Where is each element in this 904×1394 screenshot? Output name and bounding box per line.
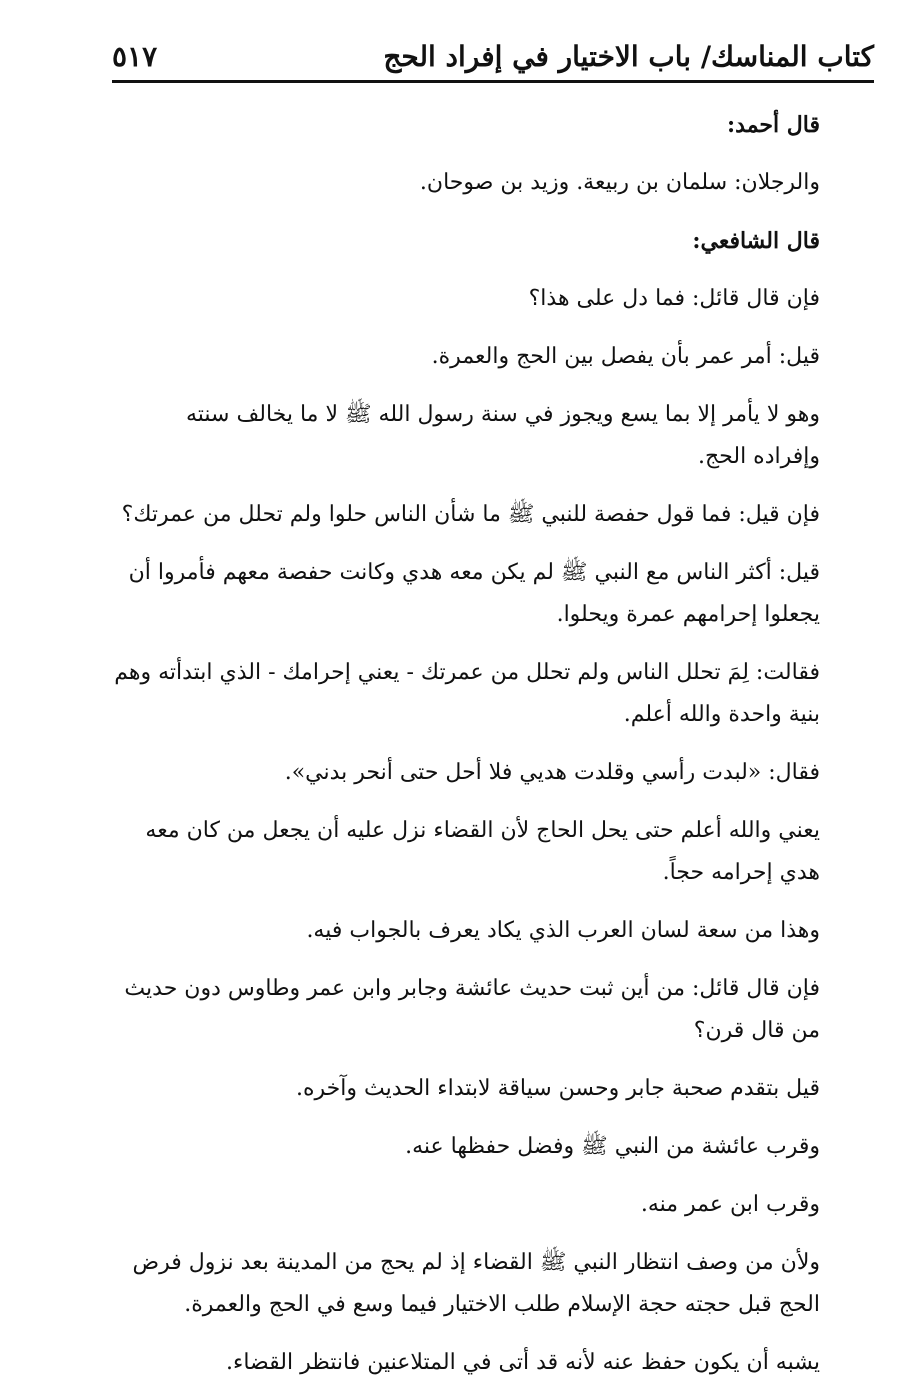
paragraph-7: فإن قيل: فما قول حفصة للنبي ﷺ ما شأن الناس حلوا ولم تحلل من عمرتك؟	[121, 502, 820, 527]
header-rule	[112, 80, 874, 83]
paragraph-2: والرجلان: سلمان بن ربيعة. وزيد بن صوحان.	[419, 170, 820, 195]
paragraph-14: قيل بتقدم صحبة جابر وحسن سياقة لابتداء الحديث وآخره.	[296, 1076, 820, 1101]
page-header	[112, 24, 874, 88]
paragraph-17: ولأن من وصف انتظار النبي ﷺ القضاء إذ لم يحج من المدينة بعد نزول فرض الحج قبل حجته حجة الإسلام طلب الاختيار فيما وسع في الحج والعمرة.	[132, 1250, 820, 1317]
paragraph-3: قال الشافعي:	[692, 228, 820, 254]
paragraph-16: وقرب ابن عمر منه.	[640, 1192, 820, 1217]
paragraph-6: وهو لا يأمر إلا بما يسع ويجوز في سنة رسول الله ﷺ لا ما يخالف سنته وإفراده الحج.	[185, 402, 820, 469]
paragraph-12: وهذا من سعة لسان العرب الذي يكاد يعرف بالجواب فيه.	[306, 918, 820, 943]
paragraph-5: قيل: أمر عمر بأن يفصل بين الحج والعمرة.	[431, 344, 820, 369]
paragraph-8: قيل: أكثر الناس مع النبي ﷺ لم يكن معه هدي وكانت حفصة معهم فأمروا أن يجعلوا إحرامهم عمرة ويحلوا.	[128, 560, 820, 627]
paragraph-10: فقال: «لبدت رأسي وقلدت هديي فلا أحل حتى أنحر بدني».	[284, 760, 820, 785]
page-content	[114, 104, 874, 1394]
paragraph-15: وقرب عائشة من النبي ﷺ وفضل حفظها عنه.	[405, 1134, 820, 1159]
paragraph-11: يعني والله أعلم حتى يحل الحاج لأن القضاء نزل عليه أن يجعل من كان معه هدي إحرامه حجاً.	[145, 818, 820, 885]
paragraph-18: يشبه أن يكون حفظ عنه لأنه قد أتى في المتلاعنين فانتظر القضاء.	[226, 1350, 820, 1375]
page-number: ٥١٧	[112, 40, 158, 73]
paragraph-1: قال أحمد:	[727, 112, 820, 138]
paragraph-9: فقالت: لِمَ تحلل الناس ولم تحلل من عمرتك - يعني إحرامك - الذي ابتدأته وهم بنية واحدة والله أعلم.	[114, 660, 820, 727]
header-title: كتاب المناسك/ باب الاختيار في إفراد الحج	[383, 40, 874, 73]
paragraph-13: فإن قال قائل: من أين ثبت حديث عائشة وجابر وابن عمر وطاوس دون حديث من قال قرن؟	[124, 976, 820, 1043]
paragraph-4: فإن قال قائل: فما دل على هذا؟	[528, 286, 820, 311]
